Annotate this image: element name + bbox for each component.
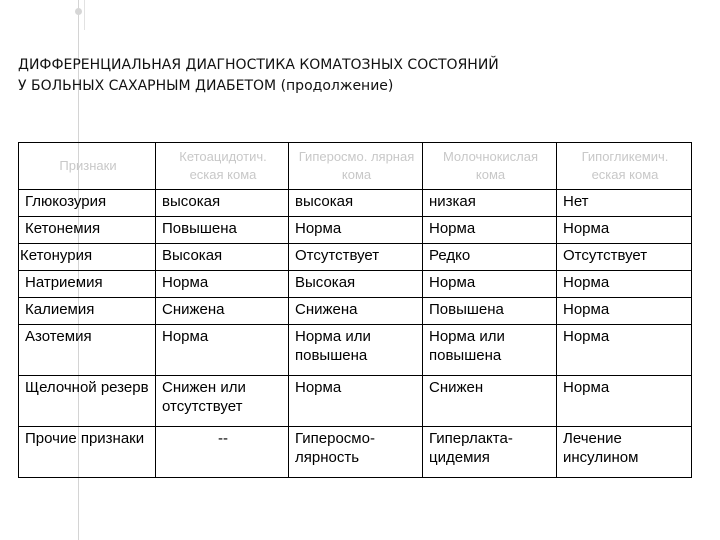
cell-ketoacidotic: --	[156, 427, 289, 478]
cell-lactic: Повышена	[423, 298, 557, 325]
cell-hypoglycemic: Лечение инсулином	[557, 427, 692, 478]
diagnosis-table	[18, 142, 692, 478]
cell-hypoglycemic: Отсутствует	[557, 244, 692, 271]
cell-lactic: Норма	[423, 271, 557, 298]
row-sign: Натриемия	[19, 271, 156, 298]
header-ketoacidotic-coma: Кетоацидотич. еская кома	[156, 143, 289, 190]
cell-ketoacidotic: Снижена	[156, 298, 289, 325]
row-sign: Глюкозурия	[19, 190, 156, 217]
table-row	[19, 190, 692, 217]
cell-hyperosmolar: Норма	[289, 217, 423, 244]
cell-hypoglycemic: Норма	[557, 298, 692, 325]
cell-hypoglycemic: Норма	[557, 271, 692, 298]
table-row	[19, 217, 692, 244]
cell-lactic: Гиперлакта-цидемия	[423, 427, 557, 478]
cell-lactic: Редко	[423, 244, 557, 271]
cell-hyperosmolar: Снижена	[289, 298, 423, 325]
row-sign: Щелочной резерв	[19, 376, 156, 427]
table-row	[19, 325, 692, 376]
table-row	[19, 376, 692, 427]
cell-hyperosmolar: Высокая	[289, 271, 423, 298]
cell-ketoacidotic: Снижен или отсутствует	[156, 376, 289, 427]
row-sign: Кетонемия	[19, 217, 156, 244]
cell-hyperosmolar: Норма	[289, 376, 423, 427]
cell-hypoglycemic: Норма	[557, 325, 692, 376]
table-row	[19, 271, 692, 298]
header-hyperosmolar-coma: Гиперосмо. лярная кома	[289, 143, 423, 190]
table-row	[19, 298, 692, 325]
row-sign: Азотемия	[19, 325, 156, 376]
header-signs: Признаки	[19, 143, 156, 190]
row-sign: Кетонурия	[19, 244, 156, 271]
cell-hyperosmolar: высокая	[289, 190, 423, 217]
slide-title-line-2: У БОЛЬНЫХ САХАРНЫМ ДИАБЕТОМ (продолжение)	[18, 78, 394, 94]
cell-hypoglycemic: Нет	[557, 190, 692, 217]
decorative-vertical-line-secondary	[84, 0, 85, 30]
cell-ketoacidotic: Норма	[156, 271, 289, 298]
cell-ketoacidotic: высокая	[156, 190, 289, 217]
table-header-row	[19, 143, 692, 190]
table-row	[19, 244, 692, 271]
cell-hyperosmolar: Норма или повышена	[289, 325, 423, 376]
cell-ketoacidotic: Норма	[156, 325, 289, 376]
cell-lactic: Норма	[423, 217, 557, 244]
slide-title	[18, 55, 708, 97]
cell-lactic: низкая	[423, 190, 557, 217]
cell-ketoacidotic: Повышена	[156, 217, 289, 244]
cell-lactic: Снижен	[423, 376, 557, 427]
cell-ketoacidotic: Высокая	[156, 244, 289, 271]
cell-hyperosmolar: Отсутствует	[289, 244, 423, 271]
cell-hypoglycemic: Норма	[557, 217, 692, 244]
header-hypoglycemic-coma: Гипогликемич. еская кома	[557, 143, 692, 190]
row-sign: Прочие признаки	[19, 427, 156, 478]
header-lactic-acid-coma: Молочнокислая кома	[423, 143, 557, 190]
cell-hypoglycemic: Норма	[557, 376, 692, 427]
cell-hyperosmolar: Гиперосмо-лярность	[289, 427, 423, 478]
cell-lactic: Норма или повышена	[423, 325, 557, 376]
decorative-dot	[75, 8, 82, 15]
table-row	[19, 427, 692, 478]
row-sign: Калиемия	[19, 298, 156, 325]
slide-title-line-1: ДИФФЕРЕНЦИАЛЬНАЯ ДИАГНОСТИКА КОМАТОЗНЫХ СОСТОЯНИЙ	[18, 57, 499, 73]
